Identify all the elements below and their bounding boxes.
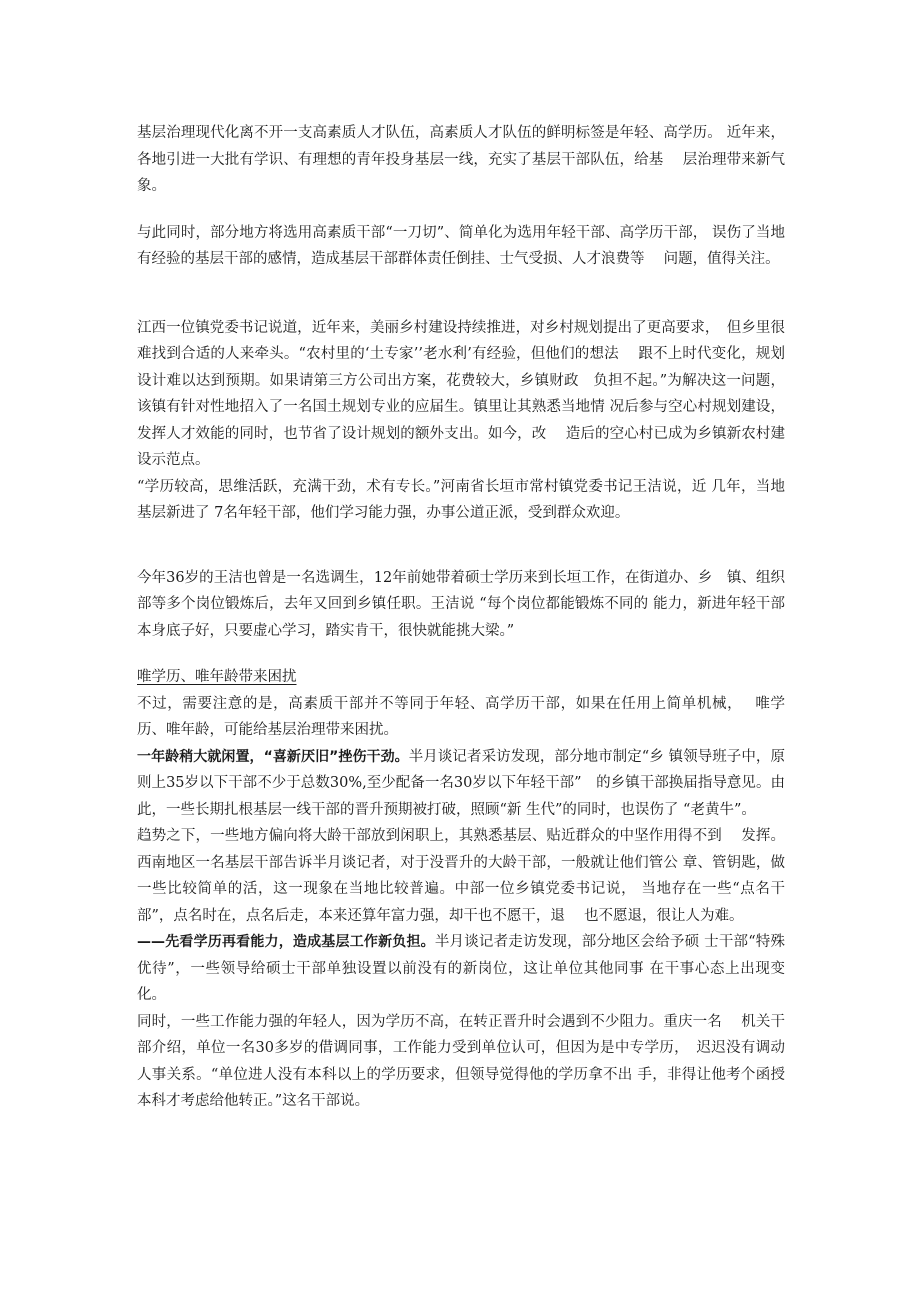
paragraph-trend: 趋势之下，一些地方偏向将大龄干部放到闲职上，其熟悉基层、贴近群众的中坚作用得不到 发挥。西南地区一名基层干部告诉半月谈记者，对于没晋升的大龄干部，一般就让他们管公 章、管钥匙，做一些比较简单的活，这一现象在当地比较普遍。中部一位乡镇党委书记说， 当地存在一些“点名干部”，点名时在，点名后走，本来还算年富力强，却干也不愿干，退 也不愿退，很让人为难。: [137, 828, 785, 924]
paragraph-age-issue: [137, 744, 785, 824]
paragraph-gap: [137, 644, 785, 664]
lead-in-education: ——先看学历再看能力，造成基层工作新负担。: [137, 934, 435, 950]
paragraph-chongqing: 同时，一些工作能力强的年轻人，因为学历不高，在转正晋升时会遇到不少阻力。重庆一名 机关干部介绍，单位一名30多岁的借调同事，工作能力受到单位认可，但因为是中专学历， 迟迟没有调动人事关系。“单位进人没有本科以上的学历要求，但领导觉得他的学历拿不出 手，非得让他考个函授本科才考虑给他转正。”这名干部说。: [137, 1013, 785, 1109]
paragraph-wangjie-bio: 今年36岁的王洁也曾是一名选调生，12年前她带着硕士学历来到长垣工作，在街道办、乡 镇、组织部等多个岗位锻炼后，去年又回到乡镇任职。王洁说 “每个岗位都能锻炼不同的 能力，新进年轻干部本身底子好，只要虚心学习，踏实肯干，很快就能挑大梁。”: [137, 569, 785, 639]
paragraph-intro: 基层治理现代化离不开一支高素质人才队伍，高素质人才队伍的鲜明标签是年轻、高学历。 近年来，各地引进一大批有学识、有理想的青年投身基层一线，充实了基层干部队伍，给基 层治理带来新气象。: [137, 125, 785, 194]
paragraph-education-issue: [137, 929, 785, 1009]
document-body: [137, 120, 785, 1115]
paragraph-gap: [137, 273, 785, 315]
paragraph-meanwhile: 与此同时，部分地方将选用高素质干部“一刀切”、简单化为选用年轻干部、高学历干部， 误伤了当地有经验的基层干部的感情，造成基层干部群体责任倒挂、士气受损、人才浪费等 问题，值得关注。: [137, 224, 785, 267]
paragraph-gap: [137, 527, 785, 565]
paragraph-jiangxi: 江西一位镇党委书记说道，近年来，美丽乡村建设持续推进，对乡村规划提出了更高要求， 但乡里很难找到合适的人来牵头。“农村里的‘土专家’’老水利’有经验，但他们的想法 跟不上时代变化，规划设计难以达到预期。如果请第三方公司出方案，花费较大，乡镇财政 负担不起。”为解决这一问题，该镇有针对性地招入了一名国土规划专业的应届生。镇里让其熟悉当地情 况后参与空心村规划建设，发挥人才效能的同时，也节省了设计规划的额外支出。如今，改 造后的空心村已成为乡镇新农村建设示范点。: [137, 319, 785, 468]
paragraph-gap: [137, 200, 785, 220]
paragraph-education-body: 半月谈记者走访发现，部分地区会给予硕 士干部“特殊优待”，一些领导给硕士干部单独设置以前没有的新岗位，这让单位其他同事 在干事心态上出现变化。: [137, 934, 785, 1003]
paragraph-wangjie-quote: “学历较高，思维活跃，充满干劲，术有专长。”河南省长垣市常村镇党委书记王洁说，近 几年，当地基层新进了 7名年轻干部，他们学习能力强，办事公道正派，受到群众欢迎。: [137, 478, 785, 521]
paragraph-age-body: 半月谈记者采访发现，部分地市制定“乡 镇领导班子中，原则上35岁以下干部不少于总数30%,至少配备一名30岁以下年轻干部” 的乡镇干部换届指导意见。由此，一些长期扎根基层一线干部的晋升预期被打破，照顾“新 生代”的同时，也误伤了 “老黄牛”。: [137, 748, 785, 818]
paragraph-however: 不过，需要注意的是，高素质干部并不等同于年轻、高学历干部，如果在任用上简单机械， 唯学历、唯年龄，可能给基层治理带来困扰。: [137, 695, 785, 738]
lead-in-age: 一年龄稍大就闲置，“喜新厌旧”挫伤干劲。: [137, 748, 409, 765]
section-heading: 唯学历、唯年龄带来困扰: [137, 669, 297, 685]
